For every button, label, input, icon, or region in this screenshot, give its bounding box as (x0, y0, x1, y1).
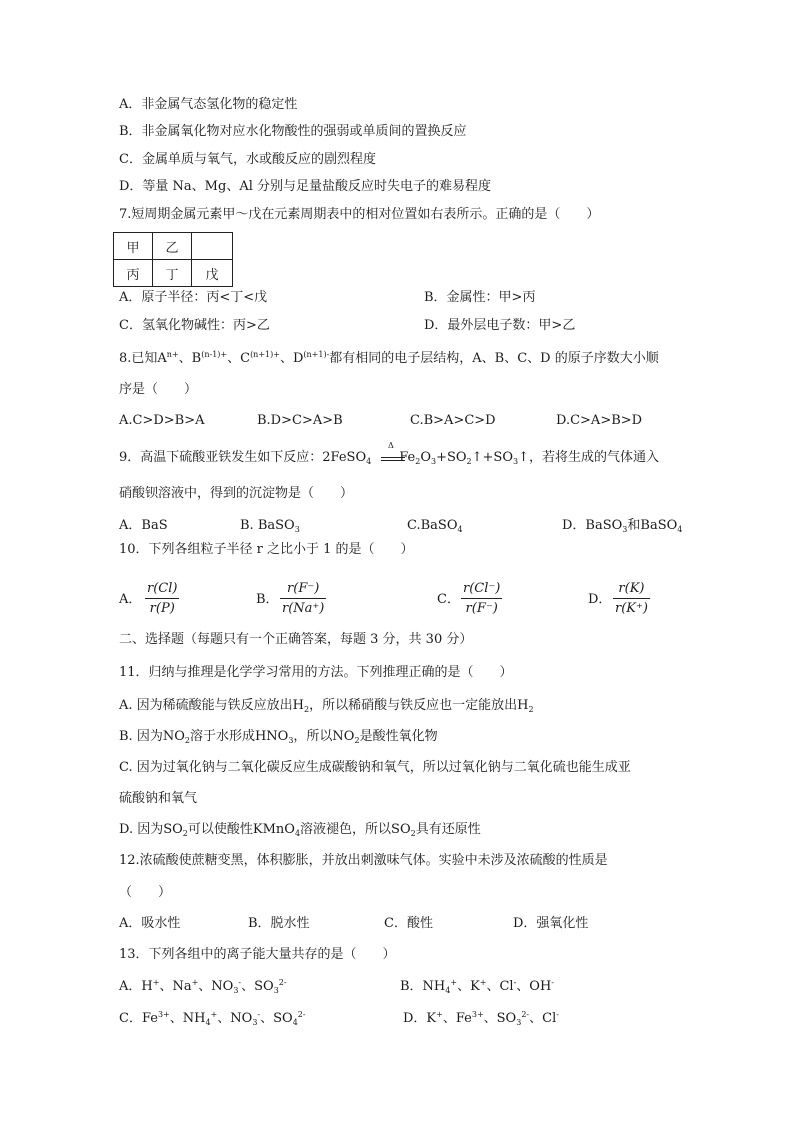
q9-option-a: A．BaS (119, 518, 168, 533)
q11-option-b: B. 因为$NO_2$溶于水形成$HNO_3$，所以$NO_2$是酸性氧化物 (119, 729, 438, 745)
q10-label-b: B． (256, 592, 279, 607)
q8-stem-line2: 序是（ ） (119, 382, 198, 397)
q6-option-b: B．非金属氧化物对应水化物酸性的强弱或单质间的置换反应 (119, 124, 467, 139)
table-cell: 甲 (114, 233, 153, 260)
q9-option-b: B. BaSO$_3$ (240, 518, 300, 534)
q11-option-d: D. 因为$SO_2$可以使酸性KMnO$_4$溶液褪色，所以$SO_2$具有还原性 (119, 822, 481, 838)
q9-stem: 9．高温下硫酸亚铁发生如下反应：2FeSO$_4$ $Fe_2O_3+SO_2↑+SO_3↑$，若将生成的气体通入 (119, 450, 659, 466)
q13-option-c: C．$Fe^{3+}$、$NH_4^+$、$NO_3^-$、$SO_4^{2-}$ (119, 1010, 306, 1027)
q9-option-c: C.BaSO$_4$ (407, 518, 463, 534)
q10-label-d: D． (588, 592, 612, 607)
q11-option-a: A. 因为稀硫酸能与铁反应放出$H_2$，所以稀硝酸与铁反应也一定能放出$H_2$ (119, 698, 534, 714)
numerator: r(K) (613, 579, 650, 599)
q8-option-c: C.B>A>C>D (410, 413, 496, 428)
denominator: r(Na⁺) (282, 601, 325, 616)
q6-option-a: A．非金属气态氢化物的稳定性 (119, 97, 298, 112)
equals-sign (381, 457, 405, 461)
q8-option-a: A.C>D>B>A (119, 413, 205, 428)
table-cell: 丁 (153, 260, 192, 287)
q7-option-d: D．最外层电子数：甲>乙 (424, 318, 576, 333)
periodic-table-fragment (113, 232, 233, 287)
q10-fraction-c (461, 579, 502, 618)
heat-symbol: Δ (388, 441, 394, 450)
q13-option-b: B．$NH_4^+$、K+、Cl-、OH- (400, 978, 554, 995)
q6-option-c: C．金属单质与氧气，水或酸反应的剧烈程度 (119, 152, 376, 167)
q10-label-c: C． (437, 592, 460, 607)
q9-option-d: D．BaSO$_3$和BaSO$_4$ (562, 518, 683, 534)
q12-option-a: A．吸水性 (119, 916, 181, 931)
q12-option-b: B．脱水性 (248, 916, 310, 931)
q13-option-d: D．K+、$Fe^{3+}$、$SO_3^{2-}$、Cl- (403, 1010, 559, 1027)
section-heading: 二、选择题（每题只有一个正确答案，每题 3 分，共 30 分） (119, 632, 473, 647)
q8-option-d: D.C>A>B>D (556, 413, 643, 428)
q8-stem: 8.已知$A^{n+}$、$B^{(n-1)+}$、$C^{(n+1)+}$、$D^{(n+1)-}$都有相同的电子层结构，A、B、C、D 的原子序数大小顺 (119, 350, 659, 366)
q12-stem-line2: （ ） (119, 885, 172, 900)
q7-option-b: B．金属性：甲>丙 (424, 290, 536, 305)
denominator: r(P) (149, 601, 175, 616)
q12-option-d: D．强氧化性 (513, 916, 589, 931)
table-cell: 戊 (192, 260, 233, 287)
q10-fraction-d (613, 579, 650, 618)
q9-stem-line2: 硝酸钡溶液中，得到的沉淀物是（ ） (119, 486, 354, 501)
q13-stem: 13．下列各组中的离子能大量共存的是（ ） (119, 947, 396, 962)
q7-stem: 7.短周期金属元素甲～戊在元素周期表中的相对位置如右表所示。正确的是（ ） (119, 207, 600, 222)
q10-fraction-a (145, 579, 179, 618)
numerator: r(Cl) (145, 579, 179, 599)
q7-option-c: C．氢氧化物碱性：丙>乙 (119, 318, 270, 333)
q11-stem: 11．归纳与推理是化学学习常用的方法。下列推理正确的是（ ） (119, 665, 513, 680)
q10-stem: 10．下列各组粒子半径 r 之比小于 1 的是（ ） (119, 542, 414, 557)
q13-option-a: A．H+、Na+、$NO_3^-$、$SO_3^{2-}$ (119, 978, 287, 995)
table-cell: 乙 (153, 233, 192, 260)
numerator: r(Cl⁻) (461, 579, 502, 599)
numerator: r(F⁻) (280, 579, 326, 599)
denominator: r(F⁻) (465, 601, 498, 616)
denominator: r(K⁺) (615, 601, 648, 616)
q6-option-d: D．等量 Na、Mg、Al 分别与足量盐酸反应时失电子的难易程度 (119, 179, 491, 194)
q11-option-c: C. 因为过氧化钠与二氧化碳反应生成碳酸钠和氧气，所以过氧化钠与二氧化硫也能生成亚 (119, 760, 631, 775)
q10-fraction-b (280, 579, 326, 618)
table-cell: 丙 (114, 260, 153, 287)
table-cell (192, 233, 233, 260)
q12-option-c: C．酸性 (384, 916, 433, 931)
q11-option-c-line2: 硫酸钠和氧气 (119, 791, 198, 806)
q12-stem: 12.浓硫酸使蔗糖变黑，体积膨胀，并放出刺激味气体。实验中未涉及浓硫酸的性质是 (119, 853, 608, 868)
q10-label-a: A． (119, 592, 142, 607)
q7-option-a: A．原子半径：丙<丁<戊 (119, 290, 268, 305)
q8-option-b: B.D>C>A>B (257, 413, 343, 428)
